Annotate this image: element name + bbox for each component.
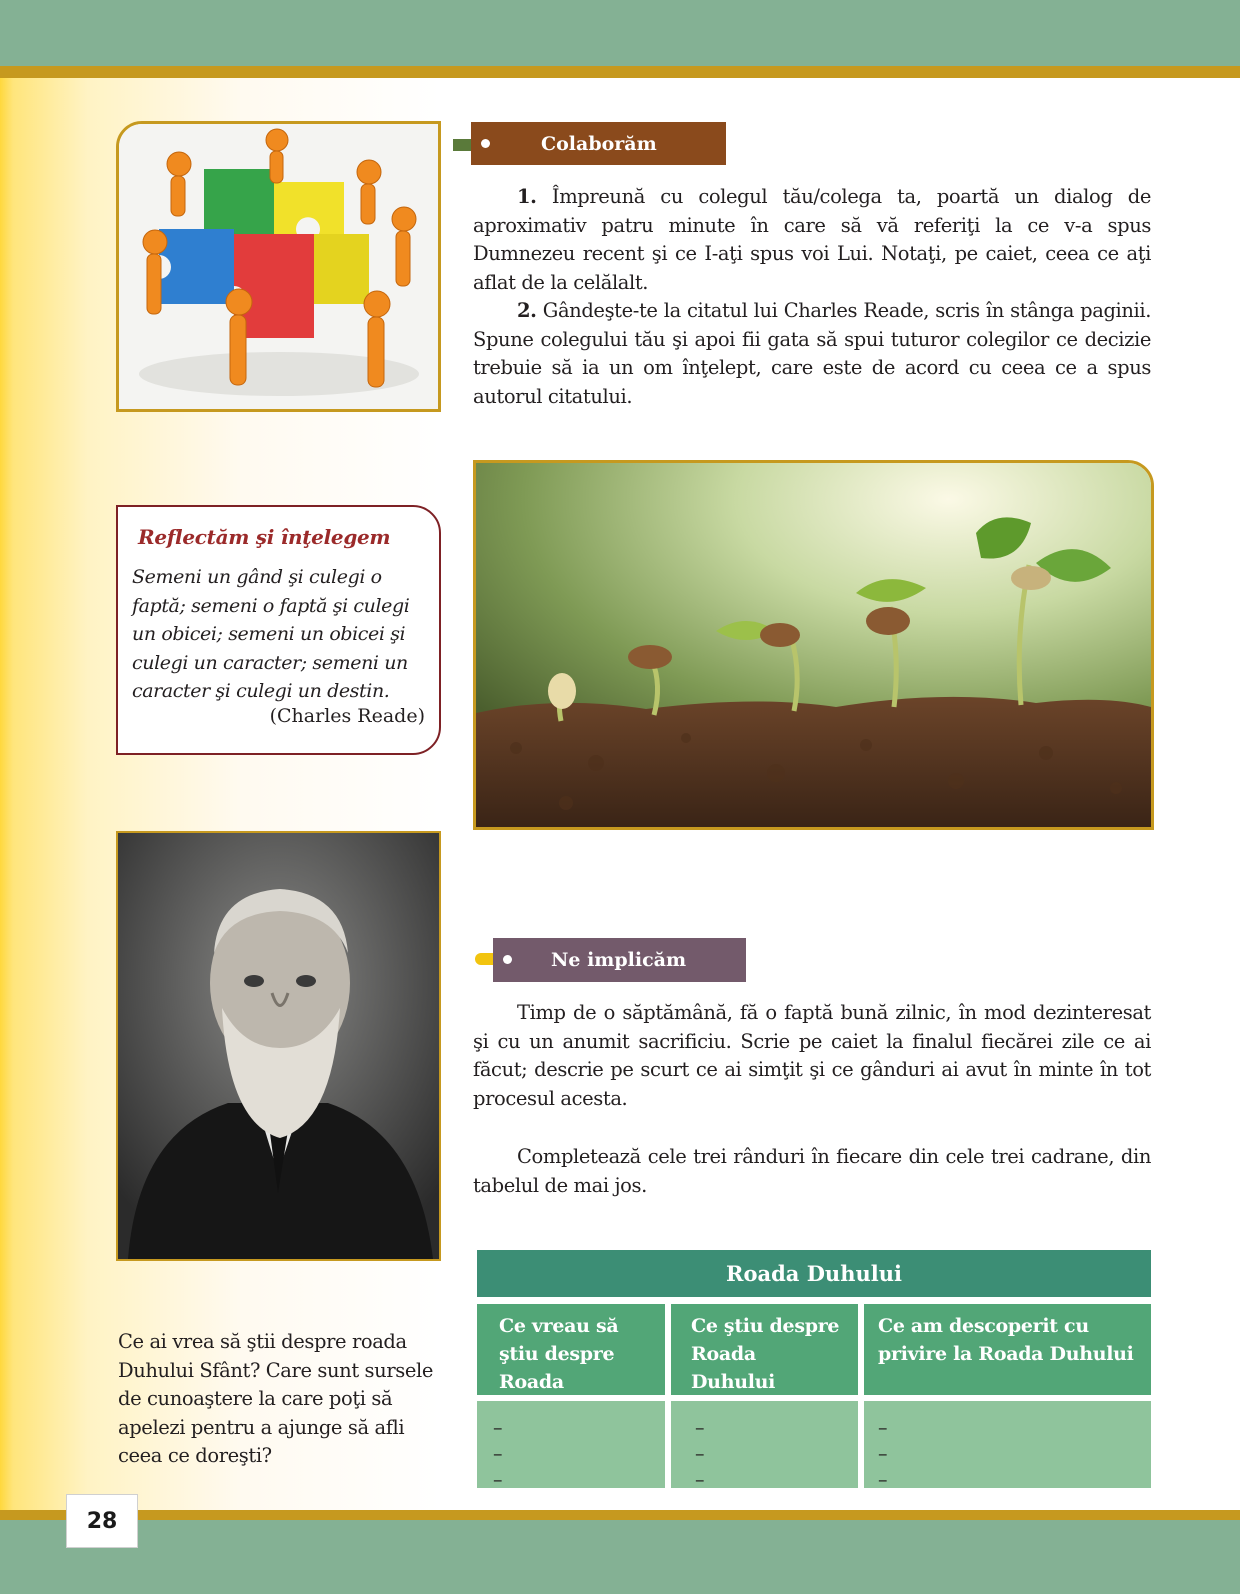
table-title: Roada Duhului [477,1250,1151,1297]
table-column-header-3: Ce am descoperit cu privire la Roada Duhului [864,1304,1151,1395]
table-column-body-1 [477,1401,665,1491]
page-number: 28 [66,1494,138,1548]
puzzle-team-illustration [116,121,441,412]
reflect-author: (Charles Reade) [269,705,425,727]
table-cell: – [493,1469,503,1491]
bottom-band [0,1520,1240,1594]
reflect-title: Reflectăm şi înţelegem [138,525,391,549]
reflect-quote: Semeni un gând şi culegi o faptă; semeni o faptă şi culegi un obicei; semeni un obicei şi culegi un caracter; semeni un caracter şi culegi un destin. [132,566,410,702]
table-cell: – [878,1443,888,1465]
table-column-body-2 [671,1401,858,1491]
collab-item-1-number: 1. [517,185,537,208]
collab-item-1 [473,183,1151,297]
collab-tag-label: Colaborăm [541,132,657,155]
seedlings-growing-photo [473,460,1154,830]
collab-tag [471,122,726,165]
collab-item-2-number: 2. [517,299,537,322]
side-question: Ce ai vrea să ştii despre roada Duhului Sfânt? Care sunt sursele de cunoaştere la care poţi să apelezi pentru a ajunge să afli ceea ce doreşti? [118,1330,433,1467]
collab-item-2 [473,297,1151,411]
table-column-header-2: Ce ştiu despre Roada Duhului [671,1304,858,1395]
table-cell: – [493,1417,503,1439]
collab-text [473,183,1151,411]
table-cell: – [878,1417,888,1439]
collab-item-1-text: Împreună cu colegul tău/colega ta, poartă un dialog de aproximativ patru minute în care să vă referiţi la ce v-a spus Dumnezeu recent şi ce I-aţi spus voi Lui. Notaţi, pe caiet, ceea ce aţi aflat de la celălalt. [473,185,1151,294]
involve-text [473,999,1151,1113]
involve-tag-dot [503,955,512,964]
top-band [0,0,1240,66]
table-cell: – [695,1417,705,1439]
top-rule [0,66,1240,78]
table-cell: – [878,1469,888,1491]
reflect-quote-box [116,505,441,755]
charles-reade-portrait [116,831,441,1261]
collab-tag-dot [481,139,490,148]
table-column-body-3 [864,1401,1151,1491]
involve-paragraph-1: Timp de o săptămână, fă o faptă bună zilnic, în mod dezinteresat şi cu un anumit sacrificiu. Scrie pe caiet la finalul fiecărei zile ce ai făcut; descrie pe scurt ce ai simţit şi ce gânduri ai avut în minte în tot procesul acesta. [473,1001,1151,1110]
involve-tag [493,938,746,982]
involve-text-2 [473,1143,1151,1200]
table-cell: – [695,1443,705,1465]
table-column-header-1: Ce vreau să ştiu despre Roada [477,1304,665,1395]
collab-item-2-text: Gândeşte-te la citatul lui Charles Reade, scris în stânga paginii. Spune colegului tău şi apoi fii gata să spui tuturor colegilor ce decizie trebuie să ia un om înţelept, care este de acord cu ceea ce a spus autorul citatului. [473,299,1151,408]
involve-paragraph-2: Completează cele trei rânduri în fiecare din cele trei cadrane, din tabelul de mai jos. [473,1145,1151,1197]
bottom-rule [0,1510,1240,1520]
involve-tag-label: Ne implicăm [551,949,687,971]
table-cell: – [695,1469,705,1491]
table-cell: – [493,1443,503,1465]
